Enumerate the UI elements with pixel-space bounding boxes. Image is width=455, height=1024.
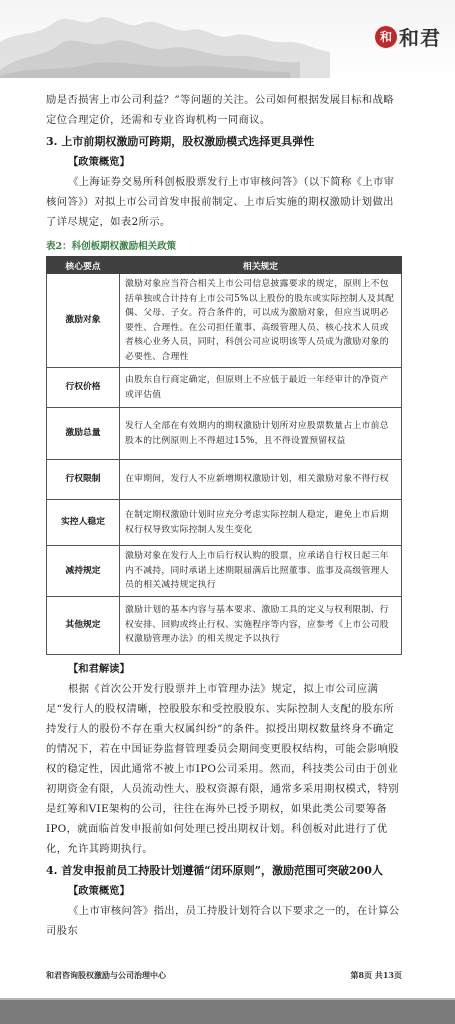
table-row xyxy=(47,546,402,597)
table-row xyxy=(47,460,402,500)
row-key: 行权价格 xyxy=(47,368,120,408)
table-header-row xyxy=(47,257,402,274)
logo-text: 和君 xyxy=(399,26,441,50)
header-band xyxy=(0,0,455,78)
policy-table xyxy=(46,256,402,655)
policy-overview-label: 【政策概览】 xyxy=(68,156,130,168)
hejun-read-label: 【和君解读】 xyxy=(68,662,130,675)
document-body xyxy=(46,90,402,941)
footer-org: 和君咨询股权激励与公司治理中心 xyxy=(46,970,166,980)
policy-overview-label-2: 【政策概览】 xyxy=(68,884,130,897)
row-value: 激励对象应当符合相关上市公司信息披露要求的规定，原则上不包括单独或合计持有上市公司5%以上股份的股东或实际控制人及其配偶、父母、子女。符合条件的，可以成为激励对象，但应当说明必要性、合理性。在公司担任董事、高级管理人员、核心技术人员或者核心业务人员，同时，科创公司应说明该等人员成为激励对象的必要性、合理性 xyxy=(120,274,402,368)
policy-paragraph: 《上海证券交易所科创板股票发行上市审核问答》（以下简称《上市审核问答》）对拟上市公司首发申报前制定、上市后实施的期权激励计划做出了详尽规定，如表2所示。 xyxy=(46,176,395,228)
table-row xyxy=(47,274,402,368)
intro-paragraph: 励是否损害上市公司利益？”等问题的关注。公司如何根据发展目标和战略定位合理定价，还需和专业咨询机构一同商议。 xyxy=(46,94,394,126)
table-header-key: 核心要点 xyxy=(47,257,120,274)
row-value: 由股东自行商定确定，但原则上不应低于最近一年经审计的净资产或评估值 xyxy=(120,368,402,408)
row-value: 激励计划的基本内容与基本要求、激励工具的定义与权利限制、行权安排、回购或终止行权、实施程序等内容，应参考《上市公司股权激励管理办法》的相关规定予以执行 xyxy=(120,596,402,654)
row-key: 激励对象 xyxy=(47,274,120,368)
page-footer xyxy=(46,970,402,981)
table-row xyxy=(47,408,402,460)
row-key: 减持规定 xyxy=(47,546,120,597)
row-key: 其他规定 xyxy=(47,596,120,654)
table-row xyxy=(47,596,402,654)
row-value: 在审期间，发行人不应新增期权激励计划，相关激励对象不得行权 xyxy=(120,460,402,500)
row-value: 在制定期权激励计划时应充分考虑实际控制人稳定，避免上市后期权行权导致实际控制人发生变化 xyxy=(120,500,402,546)
row-key: 实控人稳定 xyxy=(47,500,120,546)
hejun-logo xyxy=(375,22,441,51)
table-caption: 表2：科创板期权激励相关政策 xyxy=(46,241,177,252)
row-value: 发行人全部在有效期内的期权激励计划所对应股票数量占上市前总股本的比例原则上不得超过15%，且不得设置预留权益 xyxy=(120,408,402,460)
page-number: 第8页 共13页 xyxy=(350,970,402,980)
section-4-heading: 4. 首发申报前员工持股计划遵循“闭环原则”，激励范围可突破200人 xyxy=(46,863,383,877)
table-row xyxy=(47,500,402,546)
row-value: 激励对象在发行人上市后行权认购的股票，应承诺自行权日起三年内不减持，同时承诺上述期限届满后比照董事、监事及高级管理人员的相关减持规定执行 xyxy=(120,546,402,597)
row-key: 激励总量 xyxy=(47,408,120,460)
policy-paragraph-2: 《上市审核问答》指出，员工持股计划符合以下要求之一的，在计算公司股东 xyxy=(46,904,400,937)
row-key: 行权限制 xyxy=(47,460,120,500)
section-3-heading: 3. 上市前期权激励可跨期，股权激励模式选择更具弹性 xyxy=(46,135,315,148)
table-row xyxy=(47,368,402,408)
analysis-paragraph: 根据《首次公开发行股票并上市管理办法》规定，拟上市公司应满足“发行人的股权清晰，控股股东和受控股股东、实际控制人支配的股东所持发行人的股份不存在重大权属纠纷”的条件。拟授出期权数量终身不确定的情况下，若在中国证券监督管理委员会期间变更股权结构，可能会影响股权的稳定性，因此通常不被上市IPO公司采用。然而，科技类公司由于创业初期资金有限，人员流动性大、股权资源有限，通常多采用期权模式，特别是红筹和VIE架构的公司，往往在海外已授予期权，如果此类公司要筹备IPO，就面临首发申报前如何处理已授出期权计划。科创板对此进行了优化，允许其跨期执行。 xyxy=(46,682,399,855)
logo-seal: 和 xyxy=(375,26,397,48)
table-header-value: 相关规定 xyxy=(120,257,402,274)
bottom-bar xyxy=(0,1000,455,1024)
